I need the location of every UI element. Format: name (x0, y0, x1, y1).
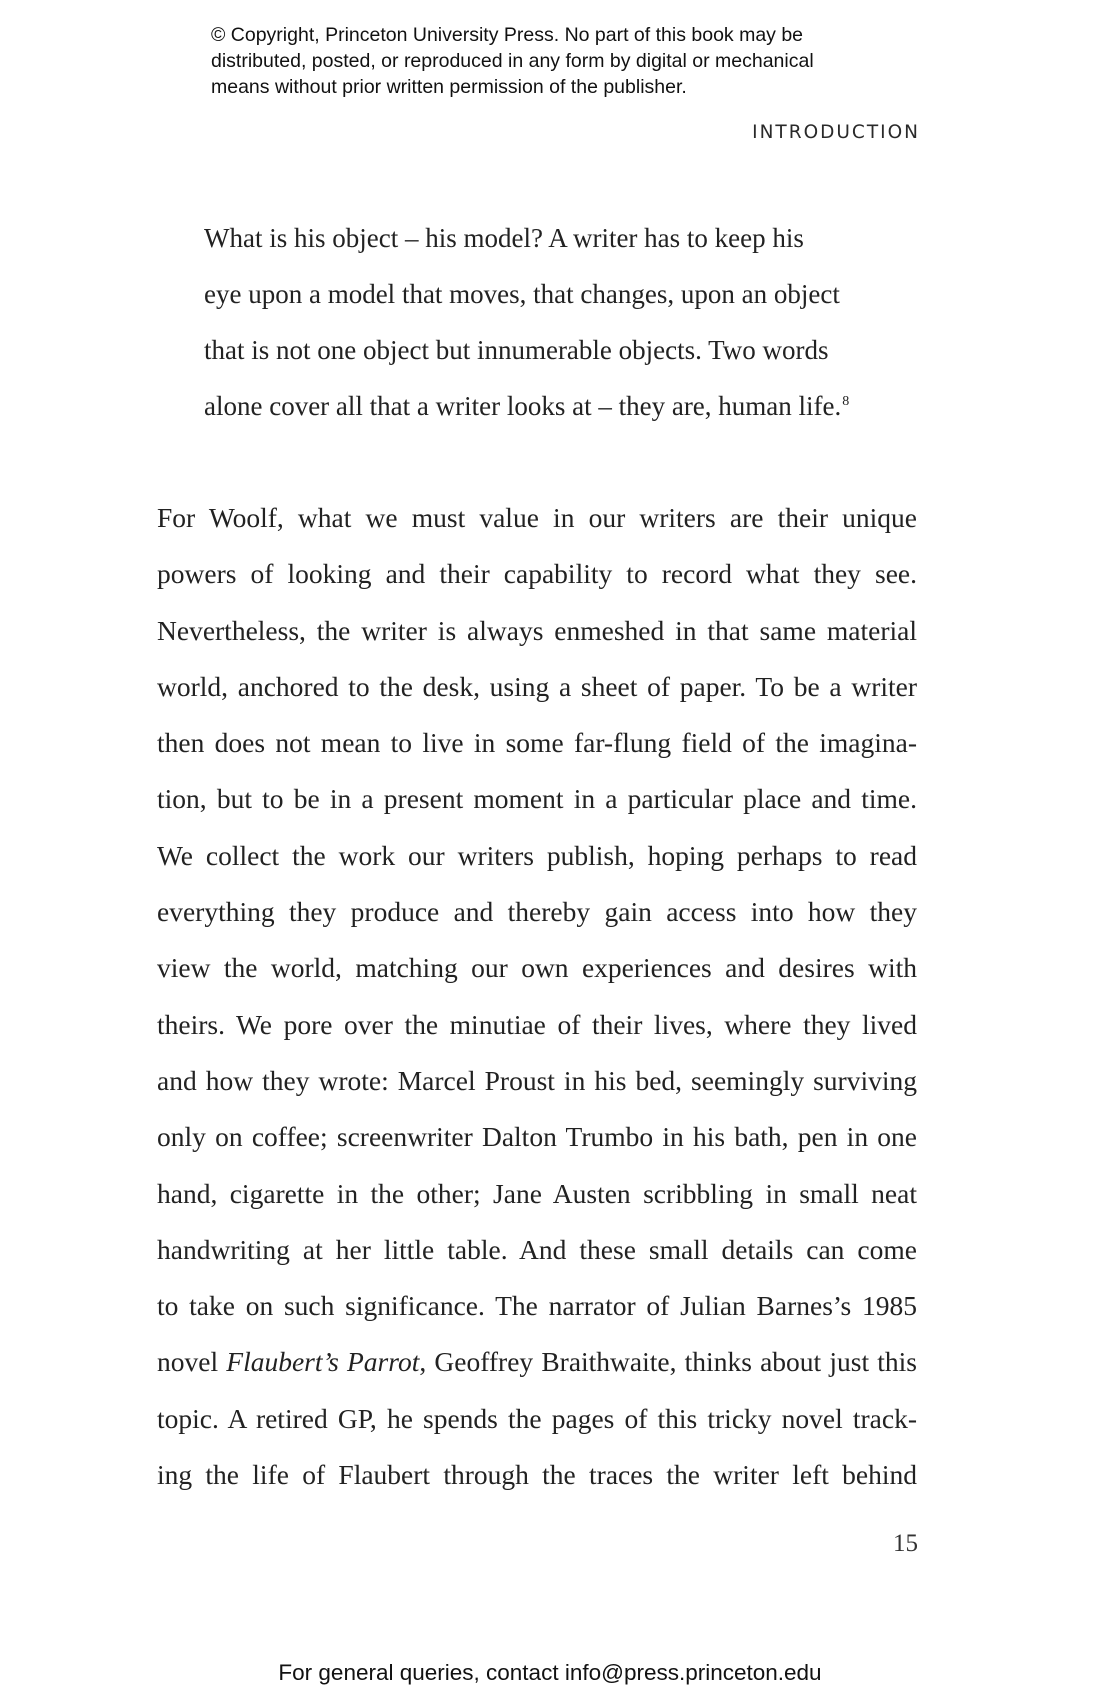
body-line: theirs. We pore over the minutiae of their lives, where they lived (157, 1008, 917, 1040)
footer-contact: For general queries, contact info@press.princeton.edu (278, 1660, 822, 1685)
body-line-novel-title (157, 1334, 917, 1390)
quote-line: that is not one object but innumerable objects. Two words (204, 335, 829, 365)
body-line: topic. A retired GP, he spends the pages of this tricky novel track- (157, 1402, 917, 1434)
footnote-marker[interactable]: 8 (842, 394, 850, 409)
body-line: to take on such significance. The narrator of Julian Barnes’s 1985 (157, 1290, 917, 1322)
copyright-line: distributed, posted, or reproduced in any form by digital or mechanical (211, 50, 814, 72)
body-line: only on coffee; screenwriter Dalton Trumbo in his bath, pen in one (157, 1121, 917, 1153)
quote-line (204, 378, 876, 434)
body-line: everything they produce and thereby gain access into how they (157, 896, 917, 928)
copyright-line: means without prior written permission of the publisher. (211, 76, 687, 98)
body-line: Nevertheless, the writer is always enmeshed in that same material (157, 614, 917, 646)
body-line: and how they wrote: Marcel Proust in his bed, seemingly surviving (157, 1064, 917, 1096)
running-head: INTRODUCTION (752, 122, 920, 143)
body-line: powers of looking and their capability to record what they see. (157, 558, 917, 590)
quote-line: eye upon a model that moves, that changes, upon an object (204, 279, 840, 309)
copyright-line: © Copyright, Princeton University Press. No part of this book may be (211, 24, 804, 46)
body-line: view the world, matching our own experiences and desires with (157, 952, 917, 984)
quote-line: What is his object – his model? A writer has to keep his (204, 223, 804, 253)
body-line: For Woolf, what we must value in our writers are their unique (157, 502, 917, 533)
body-line: world, anchored to the desk, using a sheet of paper. To be a writer (157, 670, 917, 702)
book-title: Flaubert’s Parrot (226, 1346, 420, 1378)
quote-line-text: alone cover all that a writer looks at – they are, human life. (204, 391, 842, 421)
copyright-notice (211, 22, 911, 100)
body-line: We collect the work our writers publish, hoping perhaps to read (157, 839, 917, 871)
body-line: handwriting at her little table. And these small details can come (157, 1233, 917, 1265)
body-line: tion, but to be in a present moment in a particular place and time. (157, 783, 917, 815)
page-number: 15 (893, 1530, 918, 1557)
body-text-fragment: novel (157, 1346, 227, 1378)
body-paragraph (157, 490, 917, 1503)
body-text-fragment: , Geoffrey Braithwaite, thinks about just this (419, 1346, 917, 1378)
body-line: ing the life of Flaubert through the traces the writer left behind (157, 1459, 917, 1491)
body-line: then does not mean to live in some far-flung field of the imagina- (157, 727, 917, 759)
block-quote (204, 210, 876, 434)
body-line: hand, cigarette in the other; Jane Austen scribbling in small neat (157, 1177, 917, 1209)
